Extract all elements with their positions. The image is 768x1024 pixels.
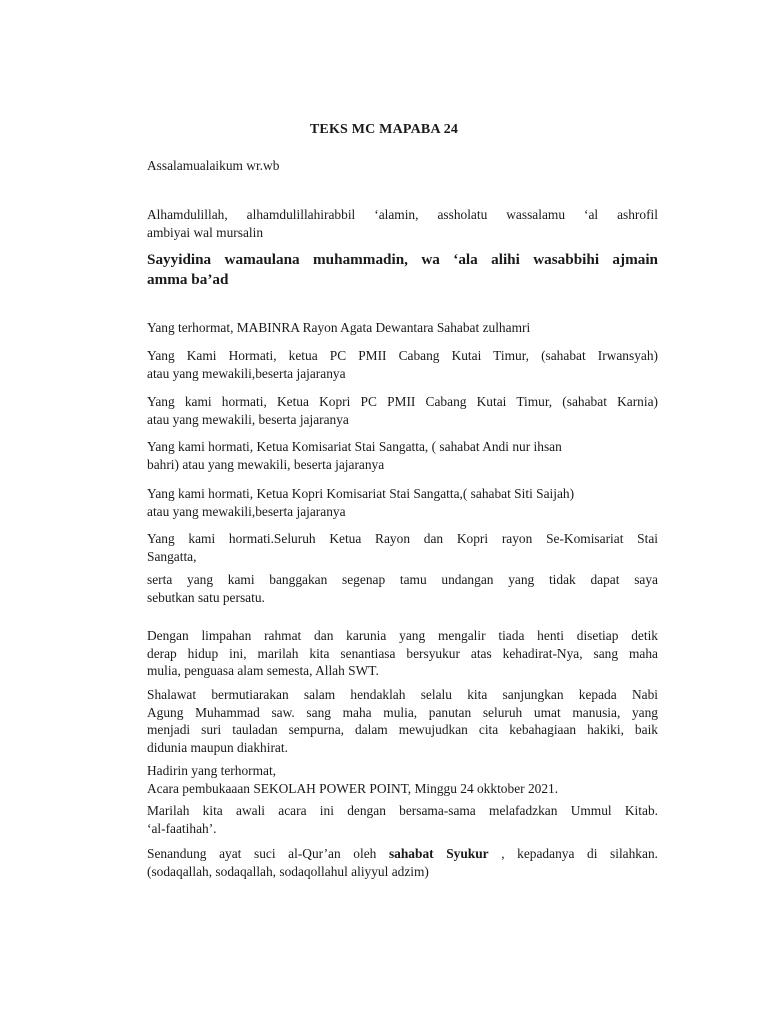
- recitation-line-1: [147, 845, 658, 863]
- recitation-text-after: , kepadanya di silahkan.: [488, 846, 658, 861]
- respect-paragraph-7: [147, 571, 658, 606]
- recitation-paragraph: [147, 845, 658, 880]
- respect-2-line-2: atau yang mewakili,beserta jajaranya: [147, 365, 346, 381]
- respect-5-line-2: atau yang mewakili,beserta jajaranya: [147, 503, 346, 519]
- respect-paragraph-2: [147, 347, 658, 382]
- sayyidina-line-1: Sayyidina wamaulana muhammadin, wa ‘ala alihi wasabbihi ajmain: [147, 251, 658, 268]
- gratitude-paragraph: [147, 627, 658, 680]
- respect-paragraph-4: [147, 438, 658, 473]
- shalawat-paragraph: [147, 686, 658, 756]
- respect-paragraph-5: [147, 485, 658, 520]
- respect-3-line-1: Yang kami hormati, Ketua Kopri PC PMII Cabang Kutai Timur, (sahabat Karnia): [147, 394, 658, 409]
- respect-6-line-2: Sangatta,: [147, 548, 197, 564]
- shalawat-line-1: Shalawat bermutiarakan salam hendaklah selalu kita sanjungkan kepada Nabi: [147, 687, 658, 702]
- sayyidina-line-2: amma ba’ad: [147, 271, 229, 288]
- shalawat-line-4: didunia maupun diakhirat.: [147, 739, 288, 755]
- gratitude-line-1: Dengan limpahan rahmat dan karunia yang mengalir tiada henti disetiap detik: [147, 628, 658, 643]
- shalawat-line-2: Agung Muhammad saw. sang maha mulia, panutan seluruh umat manusia, yang: [147, 704, 658, 720]
- event-paragraph: [147, 762, 658, 797]
- reciter-name: sahabat Syukur: [388, 846, 489, 861]
- greeting: [147, 157, 658, 175]
- respect-6-line-1: Yang kami hormati.Seluruh Ketua Rayon dan Kopri rayon Se-Komisariat Stai: [147, 531, 658, 546]
- opening-line-1: Alhamdulillah, alhamdulillahirabbil ‘alamin, assholatu wassalamu ‘al ashrofil: [147, 207, 658, 222]
- respect-paragraph-6: [147, 530, 658, 565]
- greeting-text: Assalamualaikum wr.wb: [147, 158, 280, 173]
- opening-paragraph: [147, 206, 658, 241]
- fatihah-paragraph: [147, 802, 658, 837]
- opening-line-2: ambiyai wal mursalin: [147, 224, 264, 240]
- respect-paragraph-3: [147, 393, 658, 428]
- gratitude-line-2: derap hidup ini, marilah kita senantiasa bersyukur atas kehadirat-Nya, sang maha: [147, 645, 658, 661]
- respect-2-line-1: Yang Kami Hormati, ketua PC PMII Cabang Kutai Timur, (sahabat Irwansyah): [147, 348, 658, 363]
- fatihah-line-2: ‘al-faatihah’.: [147, 820, 217, 836]
- shalawat-line-3: menjadi suri tauladan sempurna, dalam mewujudkan cita kebahagiaan hakiki, baik: [147, 722, 658, 737]
- recitation-line-2: (sodaqallah, sodaqallah, sodaqollahul aliyyul adzim): [147, 863, 429, 879]
- gratitude-line-3: mulia, penguasa alam semesta, Allah SWT.: [147, 663, 379, 678]
- respect-3-line-2: atau yang mewakili, beserta jajaranya: [147, 411, 349, 427]
- fatihah-line-1: Marilah kita awali acara ini dengan bersama-sama melafadzkan Ummul Kitab.: [147, 803, 658, 818]
- event-line-1: Hadirin yang terhormat,: [147, 763, 277, 778]
- respect-4-line-1: Yang kami hormati, Ketua Komisariat Stai Sangatta, ( sahabat Andi nur ihsan: [147, 439, 562, 454]
- recitation-text-before: Senandung ayat suci al-Qur’an oleh: [147, 846, 389, 861]
- respect-paragraph-1: [147, 319, 658, 337]
- respect-7-line-2: sebutkan satu persatu.: [147, 589, 265, 605]
- sayyidina-paragraph: [147, 250, 658, 290]
- respect-4-line-2: bahri) atau yang mewakili, beserta jajaranya: [147, 456, 385, 472]
- document-title: TEKS MC MAPABA 24: [309, 122, 459, 137]
- event-line-2: Acara pembukaaan SEKOLAH POWER POINT, Minggu 24 okktober 2021.: [147, 780, 559, 796]
- respect-1-line-1: Yang terhormat, MABINRA Rayon Agata Dewantara Sahabat zulhamri: [147, 320, 531, 335]
- respect-5-line-1: Yang kami hormati, Ketua Kopri Komisariat Stai Sangatta,( sahabat Siti Saijah): [147, 486, 575, 501]
- respect-7-line-1: serta yang kami banggakan segenap tamu undangan yang tidak dapat saya: [147, 572, 658, 587]
